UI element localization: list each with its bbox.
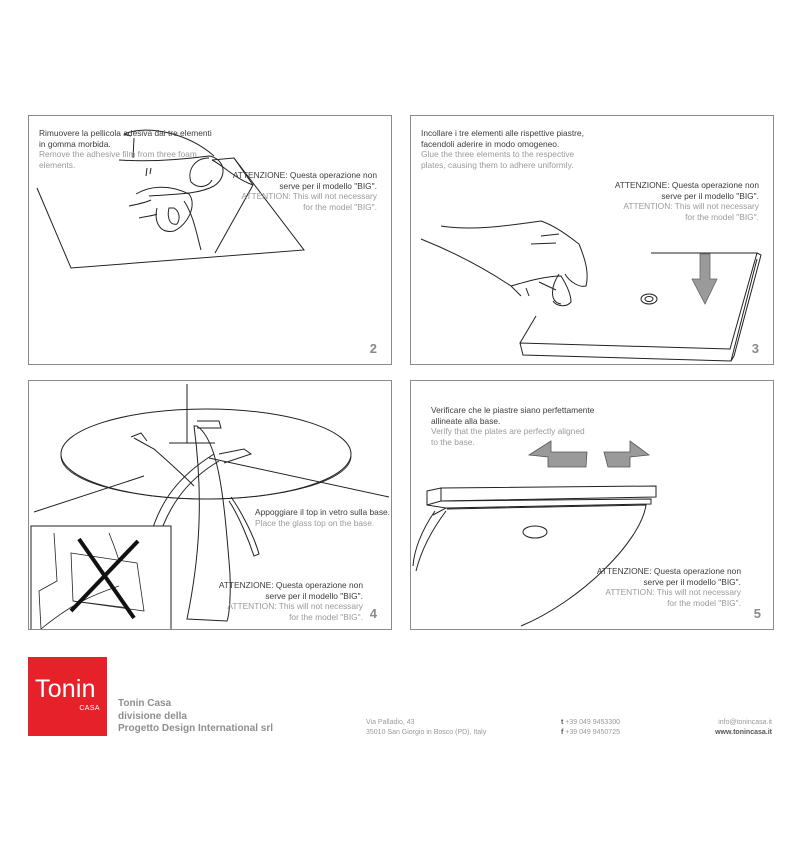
text-line: allineate alla base. — [431, 415, 501, 426]
fax-number: +39 049 9450725 — [565, 729, 620, 736]
text-line: Glue the three elements to the respective — [421, 149, 575, 159]
text-line: serve per il modello "BIG". — [661, 190, 759, 201]
arrow-right-icon — [604, 441, 649, 467]
text-line: facendoli aderire in modo omogeneo. — [421, 138, 560, 149]
step-2-warning — [233, 170, 377, 212]
text-line: for the model "BIG". — [289, 611, 363, 622]
text-line: ATTENZIONE: Questa operazione non — [218, 580, 363, 590]
company-name: Tonin Casa — [118, 698, 172, 709]
text-line: ATTENTION: This will not necessary — [623, 201, 759, 212]
text-line: plates, causing them to adhere uniformly. — [421, 159, 574, 170]
step-2-instruction-it — [39, 128, 212, 149]
step-3-warning — [615, 180, 759, 222]
text-line: ATTENTION: This will not necessary — [227, 601, 363, 612]
step-3-panel — [410, 115, 774, 365]
text-line: Verify that the plates are perfectly aligned — [431, 426, 585, 436]
text-line: ATTENZIONE: Questa operazione non — [596, 566, 741, 576]
address — [366, 718, 486, 738]
step-5-instruction-en — [431, 426, 585, 447]
text-line: to the base. — [431, 436, 475, 447]
step-2-panel — [28, 115, 392, 365]
text-line: for the model "BIG". — [303, 201, 377, 212]
text-line: for the model "BIG". — [685, 211, 759, 222]
step-5-panel — [410, 380, 774, 630]
email-link[interactable]: info@tonincasa.it — [718, 719, 772, 726]
contact-info — [715, 718, 772, 738]
step-4-instruction — [255, 507, 390, 528]
text-line: Rimuovere la pellicola adesiva dai tre elementi — [39, 128, 212, 138]
text-line: Remove the adhesive film from three foam — [39, 149, 197, 159]
text-line: serve per il modello "BIG". — [279, 180, 377, 191]
company-info — [118, 698, 273, 736]
text-line: ATTENZIONE: Questa operazione non — [614, 180, 759, 190]
step-2-instruction-en — [39, 149, 197, 170]
phone-label: t — [561, 719, 564, 726]
step-number: 2 — [369, 341, 377, 356]
address-city: 35010 San Giorgio in Bosco (PD), Italy — [366, 729, 487, 736]
logo-name: Tonin — [35, 675, 96, 703]
text-line: Appoggiare il top in vetro sulla base. — [255, 507, 391, 517]
text-line: in gomma morbida. — [39, 138, 111, 149]
step-number: 5 — [753, 606, 761, 621]
step-number: 4 — [369, 606, 377, 621]
step-3-instruction-en — [421, 149, 574, 170]
company-parent: Progetto Design International srl — [118, 723, 274, 734]
text-line: ATTENTION: This will not necessary — [605, 587, 741, 598]
text-line: serve per il modello "BIG". — [265, 590, 363, 601]
logo-sub: CASA — [79, 705, 100, 712]
text-line: elements. — [39, 159, 76, 170]
text-line: ATTENTION: This will not necessary — [241, 191, 377, 202]
text-line: Incollare i tre elementi alle rispettive piastre, — [421, 128, 584, 138]
text-line: Place the glass top on the base. — [255, 517, 375, 528]
company-division: divisione della — [118, 710, 187, 722]
text-line: Verificare che le piastre siano perfettamente — [431, 405, 595, 415]
phone-info — [561, 718, 620, 738]
step-3-instruction-it — [421, 128, 584, 149]
step-number: 3 — [751, 341, 759, 356]
text-line: for the model "BIG". — [667, 597, 741, 608]
address-street: Via Palladio, 43 — [366, 719, 415, 726]
step-5-warning — [597, 566, 741, 608]
website-link[interactable]: www.tonincasa.it — [715, 729, 772, 736]
fax-label: f — [561, 729, 564, 736]
step-5-instruction-it — [431, 405, 594, 426]
step-4-warning — [219, 580, 363, 622]
tonin-casa-logo — [28, 657, 107, 736]
text-line: serve per il modello "BIG". — [643, 576, 741, 587]
step-4-panel — [28, 380, 392, 630]
text-line: ATTENZIONE: Questa operazione non — [232, 170, 377, 180]
phone-number[interactable]: +39 049 9453300 — [565, 719, 620, 726]
